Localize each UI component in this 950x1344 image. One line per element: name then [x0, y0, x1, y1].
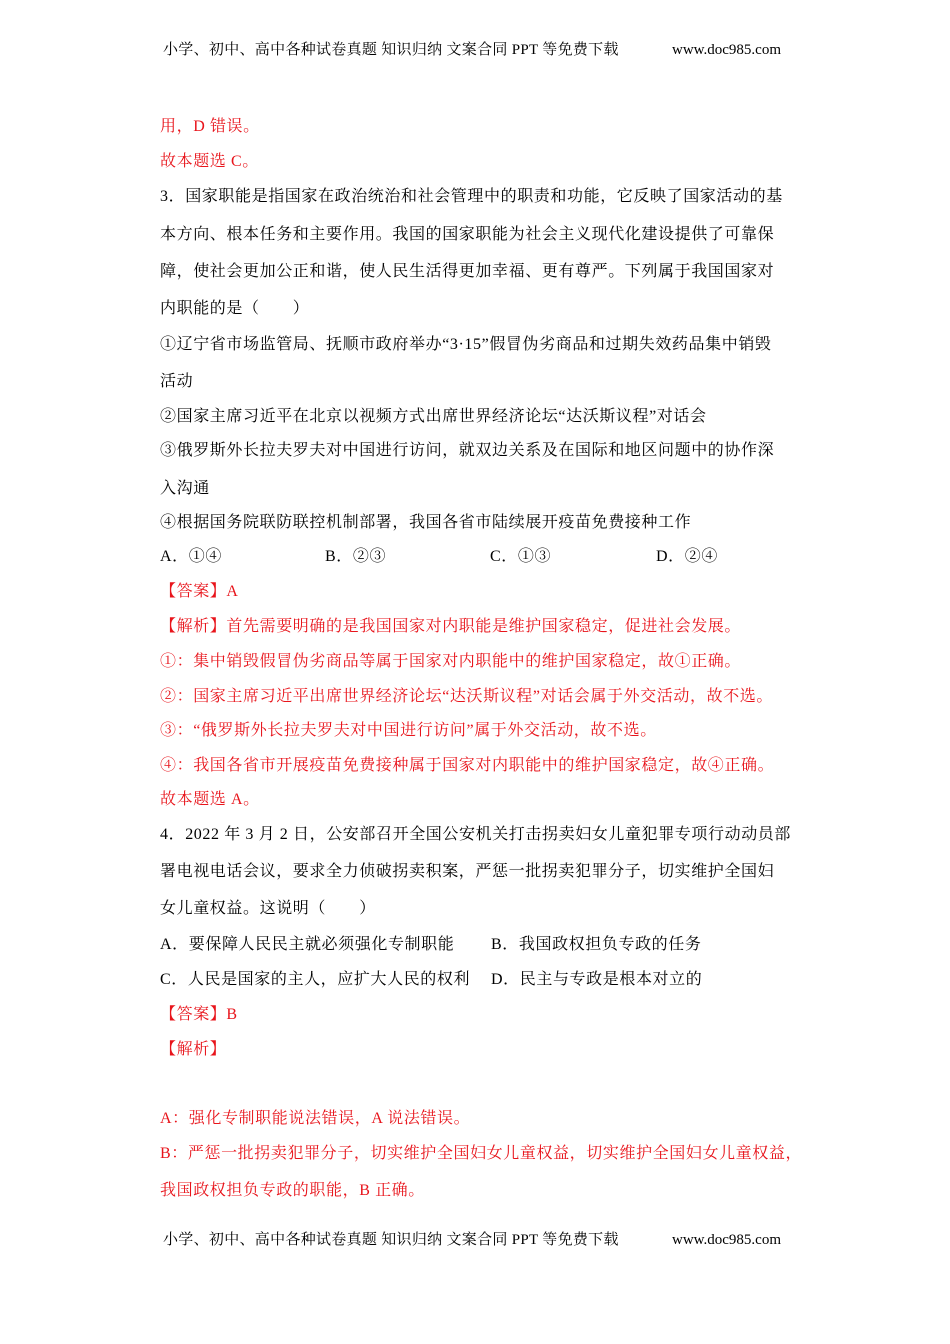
question-stem-line: 署电视电话会议，要求全力侦破拐卖积案，严惩一批拐卖犯罪分子，切实维护全国妇: [160, 863, 775, 880]
conclusion-line: 故本题选 A。: [160, 791, 260, 808]
statement-item: ④根据国务院联防联控机制部署，我国各省市陆续展开疫苗免费接种工作: [160, 514, 692, 531]
question-stem-line: 内职能的是（ ）: [160, 300, 310, 317]
conclusion-line: 故本题选 C。: [160, 153, 259, 170]
answer-line: 【答案】B: [160, 1006, 238, 1023]
analysis-line: 我国政权担负专政的职能，B 正确。: [160, 1182, 425, 1199]
statement-item: 活动: [160, 373, 194, 390]
footer-text: 小学、初中、高中各种试卷真题 知识归纳 文案合同 PPT 等免费下载: [163, 1232, 619, 1248]
header-url: www.doc985.com: [672, 42, 782, 58]
question-stem-line: 女儿童权益。这说明（ ）: [160, 900, 376, 917]
option-c: C．①③: [490, 548, 552, 565]
answer-line: 【答案】A: [160, 583, 239, 600]
analysis-line: B：严惩一批拐卖犯罪分子，切实维护全国妇女儿童权益，切实维护全国妇女儿童权益，: [160, 1145, 803, 1162]
analysis-line: ①：集中销毁假冒伪劣商品等属于国家对内职能中的维护国家稳定，故①正确。: [160, 653, 742, 670]
analysis-line: ④：我国各省市开展疫苗免费接种属于国家对内职能中的维护国家稳定，故④正确。: [160, 757, 775, 774]
analysis-line: ③：“俄罗斯外长拉夫罗夫对中国进行访问”属于外交活动，故不选。: [160, 722, 657, 739]
option-d: D．②④: [656, 548, 718, 565]
question-stem-line: 4．2022 年 3 月 2 日，公安部召开全国公安机关打击拐卖妇女儿童犯罪专项行动动员部: [160, 826, 792, 843]
question-stem-line: 障，使社会更加公正和谐，使人民生活得更加幸福、更有尊严。下列属于我国国家对: [160, 263, 775, 280]
option-c: C．人民是国家的主人，应扩大人民的权利: [160, 971, 471, 988]
question-stem-line: 本方向、根本任务和主要作用。我国的国家职能为社会主义现代化建设提供了可靠保: [160, 226, 775, 243]
analysis-line: ②：国家主席习近平出席世界经济论坛“达沃斯议程”对话会属于外交活动，故不选。: [160, 688, 774, 705]
option-a: A．要保障人民民主就必须强化专制职能: [160, 936, 455, 953]
option-b: B．我国政权担负专政的任务: [491, 936, 702, 953]
header-text: 小学、初中、高中各种试卷真题 知识归纳 文案合同 PPT 等免费下载: [163, 42, 619, 58]
statement-item: 入沟通: [160, 480, 210, 497]
option-a: A．①④: [160, 548, 222, 565]
option-b: B．②③: [325, 548, 387, 565]
statement-item: ③俄罗斯外长拉夫罗夫对中国进行访问，就双边关系及在国际和地区问题中的协作深: [160, 442, 775, 459]
analysis-line: 用，D 错误。: [160, 118, 260, 135]
statement-item: ②国家主席习近平在北京以视频方式出席世界经济论坛“达沃斯议程”对话会: [160, 408, 707, 425]
option-d: D．民主与专政是根本对立的: [491, 971, 703, 988]
analysis-line: A：强化专制职能说法错误，A 说法错误。: [160, 1110, 471, 1127]
question-stem-line: 3．国家职能是指国家在政治统治和社会管理中的职责和功能，它反映了国家活动的基: [160, 188, 783, 205]
statement-item: ①辽宁省市场监管局、抚顺市政府举办“3·15”假冒伪劣商品和过期失效药品集中销毁: [160, 336, 772, 353]
footer-url: www.doc985.com: [672, 1232, 782, 1248]
analysis-label: 【解析】: [160, 1041, 227, 1058]
analysis-line: 【解析】首先需要明确的是我国国家对内职能是维护国家稳定，促进社会发展。: [160, 618, 742, 635]
